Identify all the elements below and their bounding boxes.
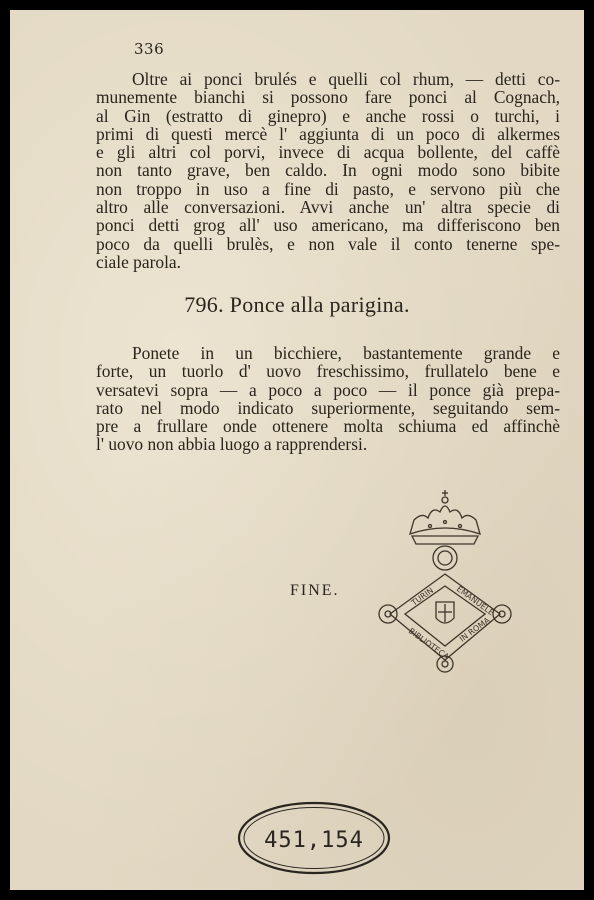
- recipe-heading: 796. Ponce alla parigina.: [184, 292, 410, 317]
- text-line: rato nel modo indicato superiormente, seguitando sem-: [96, 397, 560, 418]
- text-line: munemente bianchi si possono fare ponci al Cognach,: [96, 87, 560, 108]
- text-line: Oltre ai ponci brulés e quelli col rhum, — detti co-: [132, 69, 560, 89]
- paragraph-punch-intro: [96, 70, 560, 271]
- text-line: pre a frullare onde ottenere molta schiuma ed affinchè: [96, 416, 560, 437]
- text-line: al Gin (estratto di ginepro) e anche rossi o turchi, i: [96, 105, 560, 126]
- library-stamp: [370, 482, 520, 682]
- text-line: e gli altri col porvi, invece di acqua bollente, del caffè: [96, 142, 560, 163]
- svg-text:TURIN: TURIN: [409, 585, 436, 608]
- text-line: ponci detti grog all' uso americano, ma differiscono ben: [96, 215, 560, 236]
- paragraph-recipe: [96, 344, 560, 454]
- text-line: primi di questi mercè l' aggiunta di un poco di alkermes: [96, 123, 560, 144]
- svg-text:EMANUELE: EMANUELE: [454, 584, 496, 618]
- shelfmark-number: 451,154: [264, 828, 364, 853]
- page-number: 336: [134, 40, 165, 58]
- svg-text:BIBLIOTECA: BIBLIOTECA: [406, 626, 451, 662]
- text-line: Ponete in un bicchiere, bastantemente grande e: [132, 343, 560, 363]
- end-marker: FINE.: [290, 582, 340, 599]
- text-line: ciale parola.: [96, 251, 181, 272]
- text-line: versatevi sopra — a poco a poco — il ponce già prepa-: [96, 379, 560, 400]
- svg-text:IN ROMA: IN ROMA: [457, 615, 492, 644]
- text-line: altro alle conversazioni. Avvi anche un' altra specie di: [96, 197, 560, 218]
- text-line: poco da quelli brulès, e non vale il conto tenerne spe-: [96, 233, 560, 254]
- text-line: non tanto grave, ben caldo. In ogni modo sono bibite: [96, 160, 560, 181]
- book-page: [10, 10, 584, 890]
- text-line: non troppo in uso a fine di pasto, e servono più che: [96, 178, 560, 199]
- text-line: l' uovo non abbia luogo a rapprendersi.: [96, 434, 368, 455]
- text-line: forte, un tuorlo d' uovo freschissimo, frullatelo bene e: [96, 361, 560, 382]
